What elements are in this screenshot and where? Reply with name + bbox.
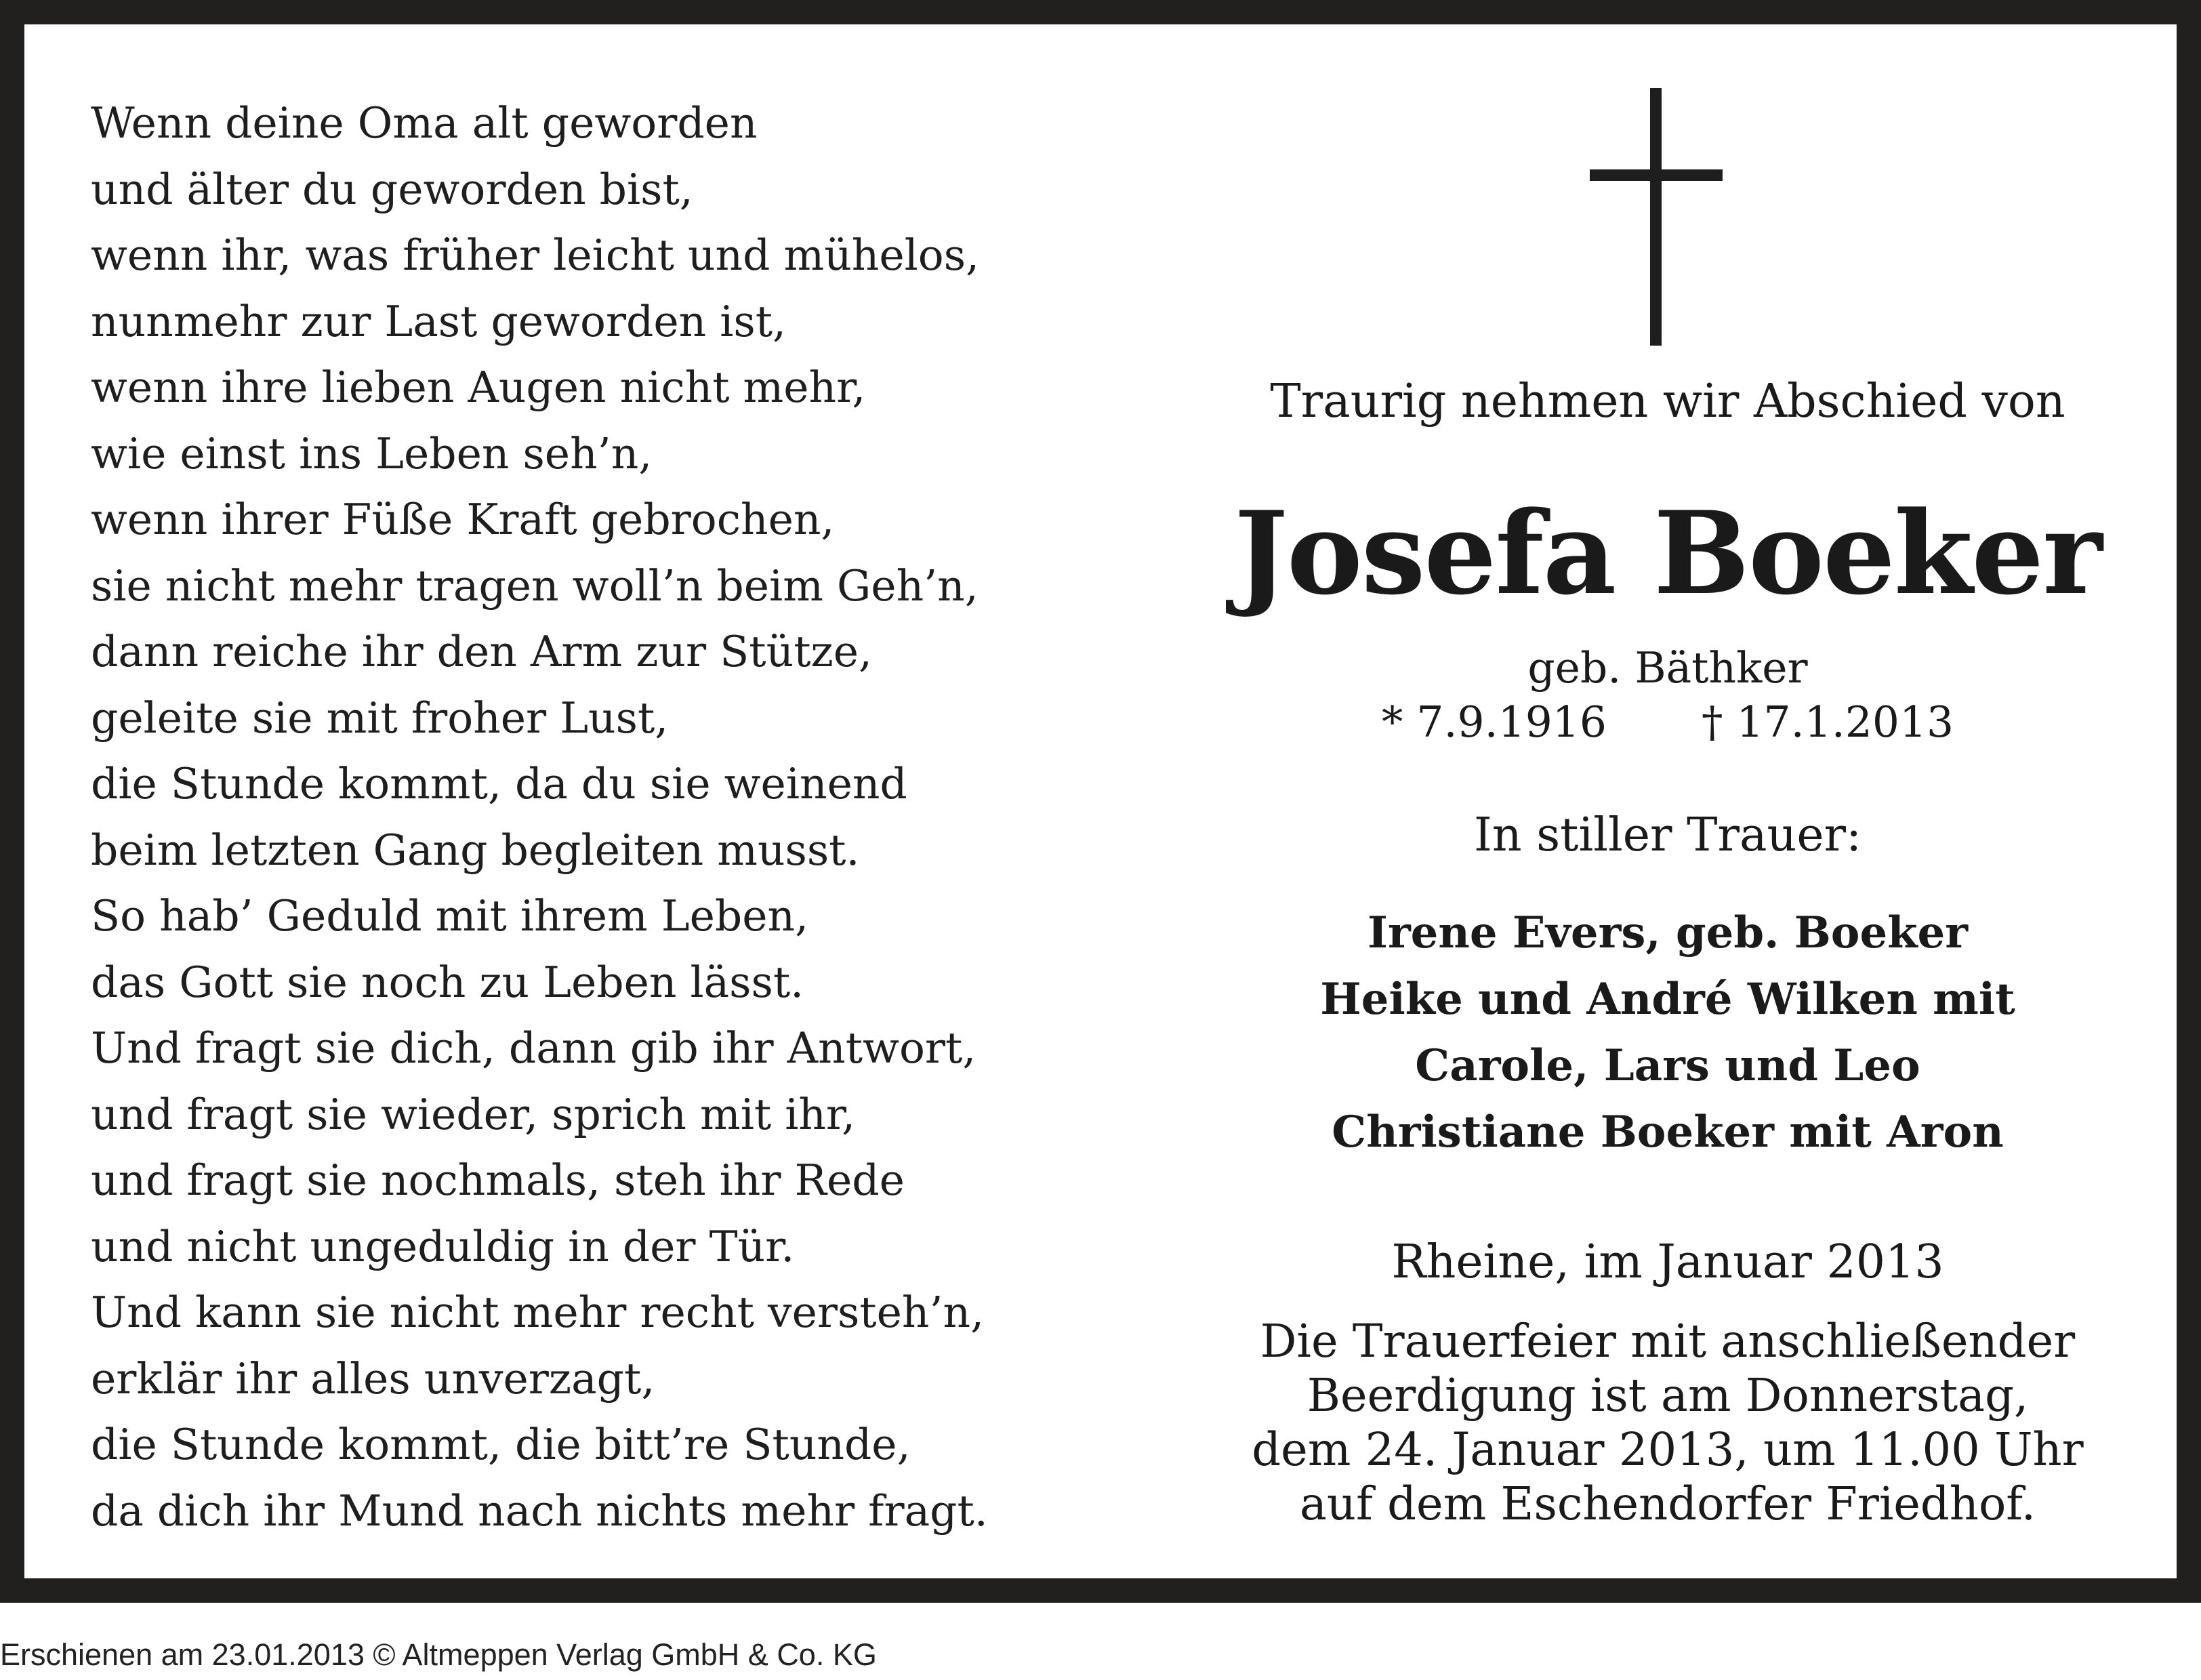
poem-line: wenn ihr, was früher leicht und mühelos,: [91, 230, 980, 280]
poem-line: erklär ihr alles unverzagt,: [91, 1353, 655, 1404]
poem-line: da dich ihr Mund nach nichts mehr fragt.: [91, 1486, 988, 1536]
poem-line: und fragt sie wieder, sprich mit ihr,: [91, 1089, 856, 1139]
cross-horizontal-bar: [1590, 169, 1723, 181]
poem: [91, 90, 1107, 1544]
poem-line: nunmehr zur Last geworden ist,: [91, 296, 787, 346]
poem-line: sie nicht mehr tragen woll’n beim Geh’n,: [91, 560, 979, 611]
mourners-list: [1176, 900, 2159, 1166]
poem-line: und fragt sie nochmals, steh ihr Rede: [91, 1155, 905, 1205]
ceremony-line: Beerdigung ist am Donnerstag,: [1307, 1369, 2029, 1422]
poem-line: Wenn deine Oma alt geworden: [91, 98, 758, 148]
poem-line: das Gott sie noch zu Leben lässt.: [91, 957, 804, 1007]
mourner-line: Carole, Lars und Leo: [1415, 1040, 1920, 1091]
place-date: Rheine, im Januar 2013: [1391, 1235, 1944, 1289]
publication-footer: Erschienen am 23.01.2013 © Altmeppen Verlag GmbH & Co. KG: [0, 1637, 877, 1672]
ceremony-line: auf dem Eschendorfer Friedhof.: [1299, 1477, 2036, 1530]
mourner-line: Heike und André Wilken mit: [1320, 974, 2015, 1025]
poem-line: Und kann sie nicht mehr recht versteh’n,: [91, 1288, 985, 1337]
cross-vertical-bar: [1650, 88, 1662, 346]
poem-line: So hab’ Geduld mit ihrem Leben,: [91, 891, 809, 941]
poem-line: geleite sie mit froher Lust,: [91, 693, 669, 743]
poem-line: wenn ihrer Füße Kraft gebrochen,: [91, 495, 835, 544]
mourning-label: In stiller Trauer:: [1474, 808, 1861, 862]
notice-panel: [24, 24, 2177, 1578]
farewell-intro: Traurig nehmen wir Abschied von: [1270, 375, 2065, 428]
poem-line: die Stunde kommt, da du sie weinend: [91, 759, 907, 808]
ceremony-info: [1176, 1314, 2159, 1531]
poem-line: Und fragt sie dich, dann gib ihr Antwort,: [91, 1023, 976, 1073]
birth-date: * 7.9.1916: [1381, 697, 1607, 747]
poem-line: wenn ihre lieben Augen nicht mehr,: [91, 363, 866, 412]
poem-line: und nicht ungeduldig in der Tür.: [91, 1221, 795, 1271]
mourner-line: Irene Evers, geb. Boeker: [1367, 907, 1968, 958]
life-dates: [1176, 695, 2159, 750]
ceremony-line: Die Trauerfeier mit anschließender: [1260, 1315, 2076, 1368]
poem-line: beim letzten Gang begleiten musst.: [91, 825, 860, 875]
ceremony-line: dem 24. Januar 2013, um 11.00 Uhr: [1252, 1423, 2084, 1476]
death-date: † 17.1.2013: [1701, 697, 1954, 747]
maiden-name: geb. Bäthker: [1527, 643, 1808, 693]
poem-line: wie einst ins Leben seh’n,: [91, 428, 653, 478]
poem-line: dann reiche ihr den Arm zur Stütze,: [91, 627, 873, 676]
mourner-line: Christiane Boeker mit Aron: [1332, 1107, 2004, 1157]
notice-column: [1176, 24, 2159, 1578]
deceased-name: Josefa Boeker: [1234, 486, 2101, 620]
latin-cross-icon: [1590, 88, 1725, 346]
poem-line: die Stunde kommt, die bitt’re Stunde,: [91, 1420, 911, 1469]
poem-line: und älter du geworden bist,: [91, 164, 693, 214]
